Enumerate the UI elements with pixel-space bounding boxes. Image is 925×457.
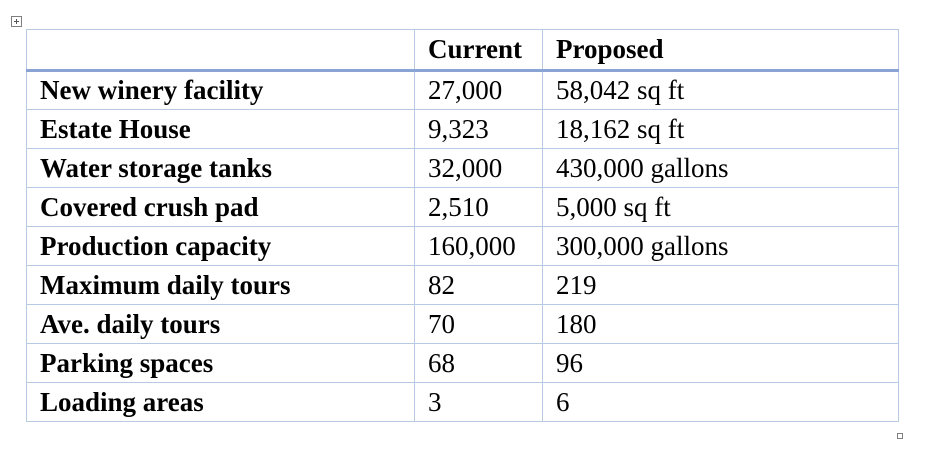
table-move-handle-icon[interactable]: [11, 16, 22, 27]
row-label[interactable]: Maximum daily tours: [27, 266, 415, 305]
table-row: [27, 149, 899, 188]
row-label[interactable]: New winery facility: [27, 71, 415, 110]
row-label[interactable]: Water storage tanks: [27, 149, 415, 188]
data-table: [26, 29, 899, 422]
table-row: [27, 344, 899, 383]
proposed-value[interactable]: 300,000 gallons: [543, 227, 899, 266]
current-value[interactable]: 68: [415, 344, 543, 383]
table-row: [27, 71, 899, 110]
proposed-value[interactable]: 6: [543, 383, 899, 422]
table-row: [27, 227, 899, 266]
row-label[interactable]: Ave. daily tours: [27, 305, 415, 344]
row-label[interactable]: Loading areas: [27, 383, 415, 422]
current-value[interactable]: 9,323: [415, 110, 543, 149]
header-cell-blank[interactable]: [27, 30, 415, 71]
proposed-value[interactable]: 5,000 sq ft: [543, 188, 899, 227]
current-value[interactable]: 82: [415, 266, 543, 305]
current-value[interactable]: 70: [415, 305, 543, 344]
proposed-value[interactable]: 58,042 sq ft: [543, 71, 899, 110]
table-row: [27, 383, 899, 422]
table-row: [27, 110, 899, 149]
header-row: [27, 30, 899, 71]
header-cell-proposed[interactable]: Proposed: [543, 30, 899, 71]
table-resize-handle-icon[interactable]: [897, 433, 903, 439]
row-label[interactable]: Covered crush pad: [27, 188, 415, 227]
header-cell-current[interactable]: Current: [415, 30, 543, 71]
table-row: [27, 266, 899, 305]
current-value[interactable]: 160,000: [415, 227, 543, 266]
row-label[interactable]: Parking spaces: [27, 344, 415, 383]
table-row: [27, 305, 899, 344]
proposed-value[interactable]: 96: [543, 344, 899, 383]
proposed-value[interactable]: 180: [543, 305, 899, 344]
table-row: [27, 188, 899, 227]
current-value[interactable]: 32,000: [415, 149, 543, 188]
proposed-value[interactable]: 430,000 gallons: [543, 149, 899, 188]
proposed-value[interactable]: 219: [543, 266, 899, 305]
row-label[interactable]: Production capacity: [27, 227, 415, 266]
proposed-value[interactable]: 18,162 sq ft: [543, 110, 899, 149]
current-value[interactable]: 27,000: [415, 71, 543, 110]
current-value[interactable]: 2,510: [415, 188, 543, 227]
row-label[interactable]: Estate House: [27, 110, 415, 149]
current-value[interactable]: 3: [415, 383, 543, 422]
